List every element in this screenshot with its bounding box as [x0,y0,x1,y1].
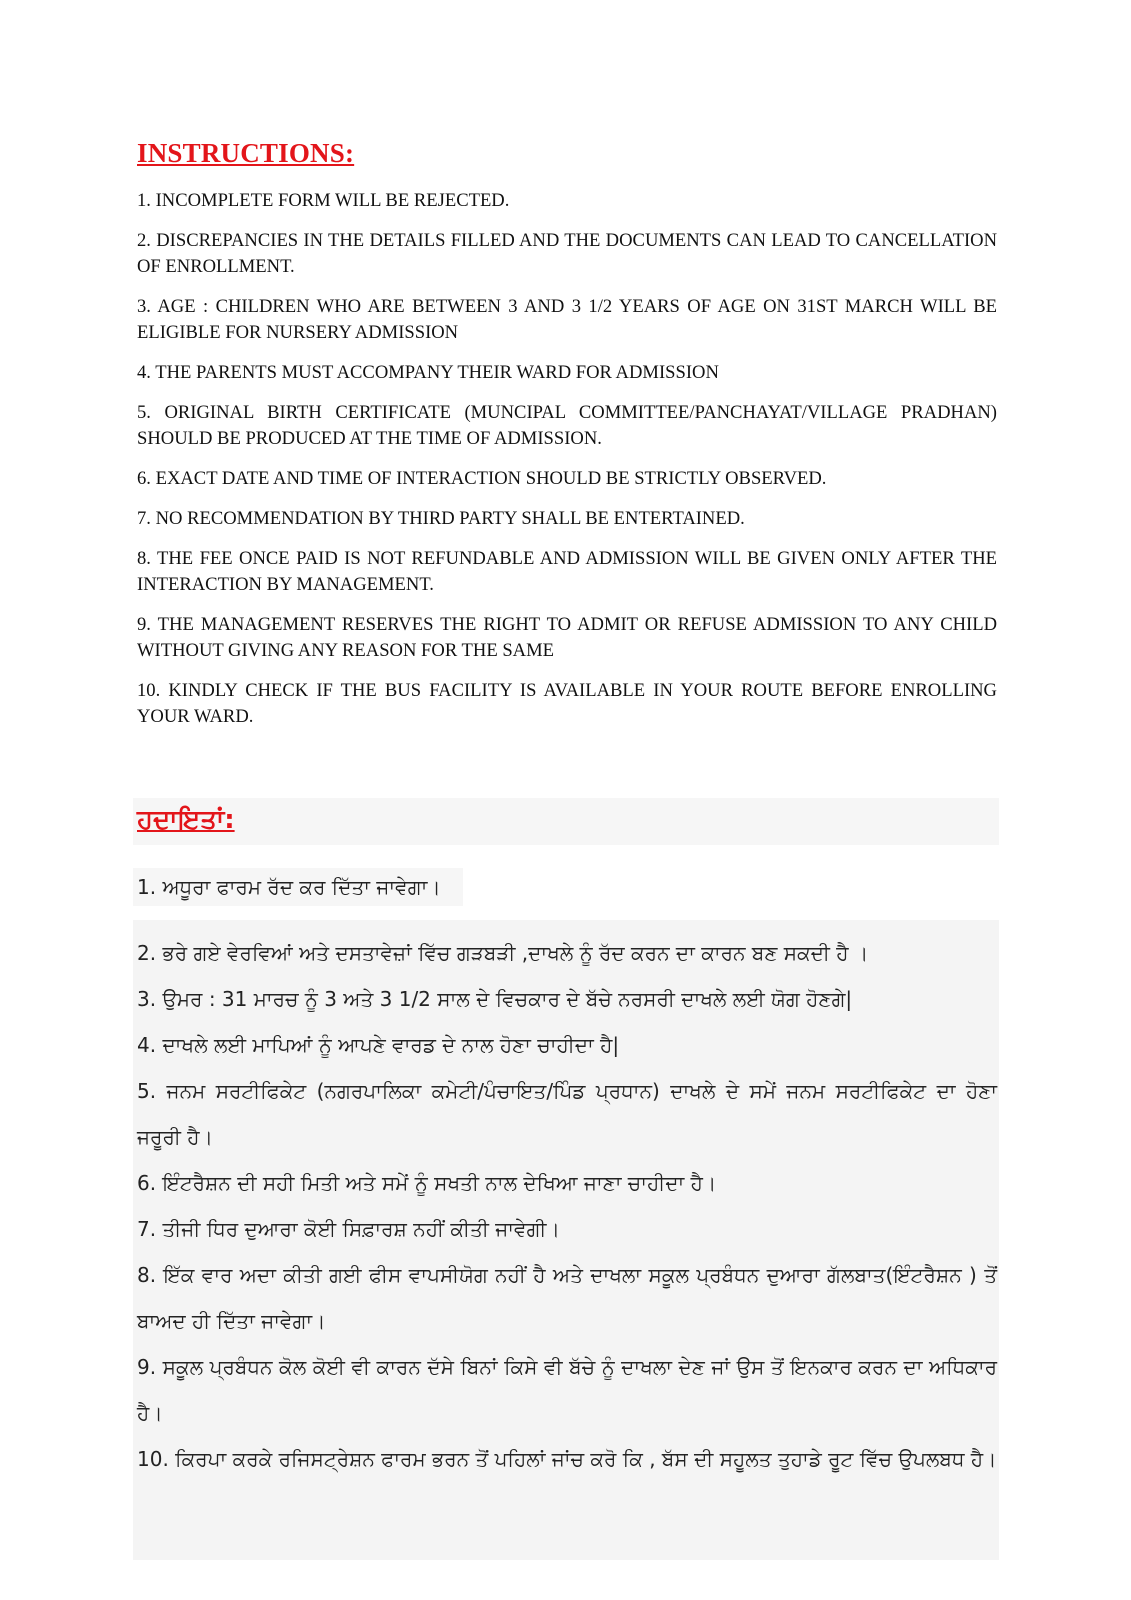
instruction-item: 4. THE PARENTS MUST ACCOMPANY THEIR WARD FOR ADMISSION [137,362,719,383]
instruction-item: 7. NO RECOMMENDATION BY THIRD PARTY SHALL BE ENTERTAINED. [137,508,745,529]
instruction-item-punjabi: 1. ਅਧੂਰਾ ਫਾਰਮ ਰੱਦ ਕਰ ਦਿੱਤਾ ਜਾਵੇਗਾ। [137,875,441,899]
instruction-item: 3. AGE : CHILDREN WHO ARE BETWEEN 3 AND 3 1/2 YEARS OF AGE ON 31ST MARCH WILL BE ELIGIBLE FOR NURSERY ADMISSION [137,296,997,343]
instruction-item: 1. INCOMPLETE FORM WILL BE REJECTED. [137,190,510,211]
heading-highlight-band [133,798,999,845]
instructions-heading-english: INSTRUCTIONS: [137,138,355,168]
instruction-item: 10. KINDLY CHECK IF THE BUS FACILITY IS AVAILABLE IN YOUR ROUTE BEFORE ENROLLING YOUR WARD. [137,680,997,727]
instruction-item-punjabi: 7. ਤੀਜੀ ਧਿਰ ਦੁਆਰਾ ਕੋਈ ਸਿਫ਼ਾਰਸ਼ ਨਹੀਂ ਕੀਤੀ ਜਾਵੇਗੀ। [137,1217,560,1241]
instructions-list-english [137,188,997,744]
instruction-item: 6. EXACT DATE AND TIME OF INTERACTION SHOULD BE STRICTLY OBSERVED. [137,468,827,489]
instruction-item: 8. THE FEE ONCE PAID IS NOT REFUNDABLE AND ADMISSION WILL BE GIVEN ONLY AFTER THE INTERACTION BY MANAGEMENT. [137,548,997,595]
instruction-item-punjabi: 10. ਕਿਰਪਾ ਕਰਕੇ ਰਜਿਸਟ੍ਰੇਸ਼ਨ ਫਾਰਮ ਭਰਨ ਤੋਂ ਪਹਿਲਾਂ ਜਾਂਚ ਕਰੋ ਕਿ , ਬੱਸ ਦੀ ਸਹੂਲਤ ਤੁਹਾਡੇ ਰੂਟ ਵਿੱਚ ਉਪਲਬਧ ਹੈ। [137,1447,997,1471]
instruction-item: 2. DISCREPANCIES IN THE DETAILS FILLED AND THE DOCUMENTS CAN LEAD TO CANCELLATION OF ENROLLMENT. [137,230,997,277]
instruction-item-punjabi: 4. ਦਾਖਲੇ ਲਈ ਮਾਪਿਆਂ ਨੂੰ ਆਪਣੇ ਵਾਰਡ ਦੇ ਨਾਲ ਹੋਣਾ ਚਾਹੀਦਾ ਹੈ| [137,1033,620,1057]
instruction-item-punjabi: 2. ਭਰੇ ਗਏ ਵੇਰਵਿਆਂ ਅਤੇ ਦਸਤਾਵੇਜ਼ਾਂ ਵਿੱਚ ਗੜਬੜੀ ,ਦਾਖਲੇ ਨੂੰ ਰੱਦ ਕਰਨ ਦਾ ਕਾਰਨ ਬਣ ਸਕਦੀ ਹੈ । [137,941,869,965]
instruction-item-punjabi: 8. ਇੱਕ ਵਾਰ ਅਦਾ ਕੀਤੀ ਗਈ ਫੀਸ ਵਾਪਸੀਯੋਗ ਨਹੀਂ ਹੈ ਅਤੇ ਦਾਖਲਾ ਸਕੂਲ ਪ੍ਰਬੰਧਨ ਦੁਆਰਾ ਗੱਲਬਾਤ(ਇੰਟਰੈਸ਼ਨ ) ਤੋਂ ਬਾਅਦ ਹੀ ਦਿੱਤਾ ਜਾਵੇਗਾ। [137,1263,997,1333]
instruction-item-punjabi: 3. ਉਮਰ : 31 ਮਾਰਚ ਨੂੰ 3 ਅਤੇ 3 1/2 ਸਾਲ ਦੇ ਵਿਚਕਾਰ ਦੇ ਬੱਚੇ ਨਰਸਰੀ ਦਾਖਲੇ ਲਈ ਯੋਗ ਹੋਣਗੇ| [137,987,853,1011]
instruction-item-punjabi: 5. ਜਨਮ ਸਰਟੀਫਿਕੇਟ (ਨਗਰਪਾਲਿਕਾ ਕਮੇਟੀ/ਪੰਚਾਇਤ/ਪਿੰਡ ਪ੍ਰਧਾਨ) ਦਾਖਲੇ ਦੇ ਸਮੇਂ ਜਨਮ ਸਰਟੀਫਿਕੇਟ ਦਾ ਹੋਣਾ ਜਰੂਰੀ ਹੈ। [137,1079,997,1149]
instruction-item: 5. ORIGINAL BIRTH CERTIFICATE (MUNCIPAL COMMITTEE/PANCHAYAT/VILLAGE PRADHAN) SHOULD BE PRODUCED AT THE TIME OF ADMISSION. [137,402,997,449]
instruction-item-punjabi: 9. ਸਕੂਲ ਪ੍ਰਬੰਧਨ ਕੋਲ ਕੋਈ ਵੀ ਕਾਰਨ ਦੱਸੇ ਬਿਨਾਂ ਕਿਸੇ ਵੀ ਬੱਚੇ ਨੂੰ ਦਾਖਲਾ ਦੇਣ ਜਾਂ ਉਸ ਤੋਂ ਇਨਕਾਰ ਕਰਨ ਦਾ ਅਧਿਕਾਰ ਹੈ। [137,1355,997,1425]
instructions-heading-punjabi: ਹਦਾਇਤਾਂ: [137,805,235,835]
instruction-item: 9. THE MANAGEMENT RESERVES THE RIGHT TO ADMIT OR REFUSE ADMISSION TO ANY CHILD WITHOUT GIVING ANY REASON FOR THE SAME [137,614,997,661]
instructions-list-punjabi [137,930,997,1482]
instruction-item-punjabi: 6. ਇੰਟਰੈਸ਼ਨ ਦੀ ਸਹੀ ਮਿਤੀ ਅਤੇ ਸਮੇਂ ਨੂੰ ਸਖਤੀ ਨਾਲ ਦੇਖਿਆ ਜਾਣਾ ਚਾਹੀਦਾ ਹੈ। [137,1171,717,1195]
